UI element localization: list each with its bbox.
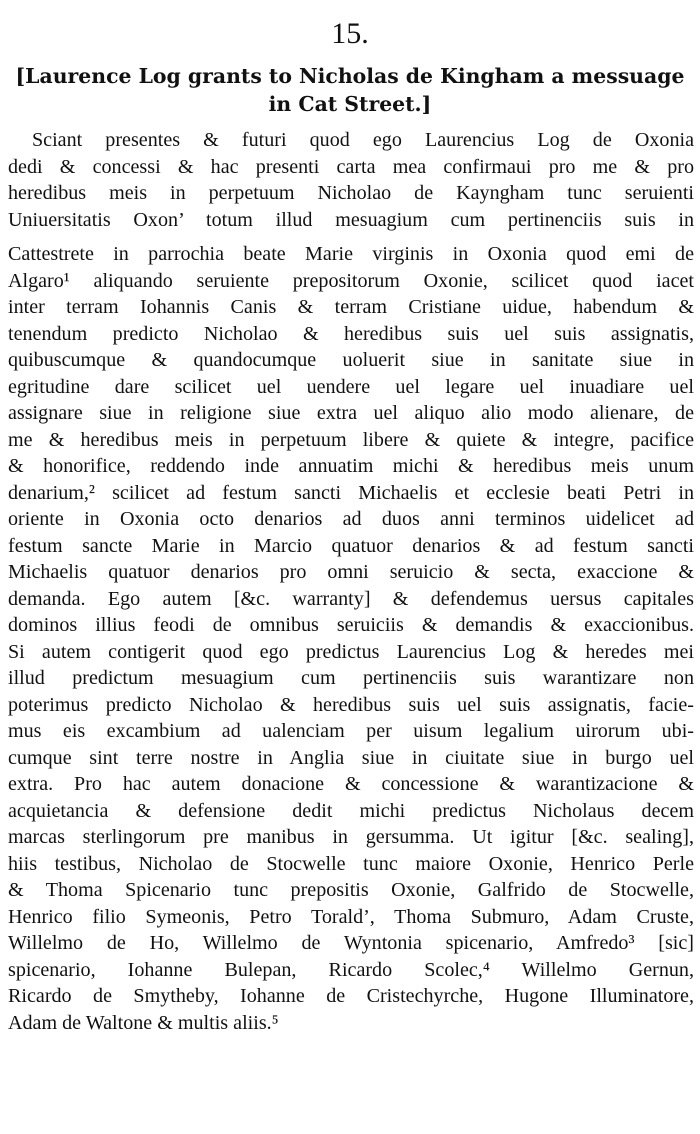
text-line: Ricardo de Smytheby, Iohanne de Cristechyrche, Hugone Illuminatore, (8, 985, 694, 1007)
text-line: hiis testibus, Nicholao de Stocwelle tunc maiore Oxonie, Henrico Perle (8, 852, 694, 875)
text-line: spicenario, Iohanne Bulepan, Ricardo Scolec,⁴ Willelmo Gernun, (8, 958, 694, 981)
heading-line-2: in Cat Street.] (268, 92, 432, 116)
text-line: mus eis excambium ad ualenciam per uisum legalium uirorum ubi- (8, 720, 694, 742)
text-line: Uniuersitatis Oxon’ totum illud mesuagium cum pertinenciis suis in (8, 208, 694, 231)
text-line: Michaelis quatuor denarios pro omni seruicio & secta, exaccione & (8, 561, 694, 583)
text-line: Algaro¹ aliquando seruiente prepositorum Oxonie, scilicet quod iacet (8, 269, 694, 292)
text-line: marcas sterlingorum pre manibus in gersumma. Ut igitur [&c. sealing], (8, 826, 694, 848)
text-line: Si autem contigerit quod ego predictus Laurencius Log & heredes mei (8, 640, 694, 663)
charter-text (8, 127, 694, 1036)
text-line: oriente in Oxonia octo denarios ad duos anni terminos uidelicet ad (8, 508, 694, 530)
text-line: egritudine dare scilicet uel uendere uel legare uel inuadiare uel (8, 375, 694, 398)
text-line: & Thoma Spicenario tunc prepositis Oxonie, Galfrido de Stocwelle, (8, 879, 694, 901)
text-line: illud predictum mesuagium cum pertinenciis suis warantizare non (8, 667, 694, 689)
charter-heading (8, 62, 692, 118)
text-line: extra. Pro hac autem donacione & concessione & warantizacione & (8, 773, 694, 795)
text-line: Sciant presentes & futuri quod ego Laurencius Log de Oxonia (32, 129, 694, 151)
text-line: cumque sint terre nostre in Anglia siue in ciuitate siue in burgo uel (8, 746, 694, 769)
text-line: assignare siue in religione siue extra uel aliquo alio modo alienare, de (8, 402, 694, 424)
text-line: heredibus meis in perpetuum Nicholao de Kayngham tunc seruienti (8, 182, 694, 204)
text-line: & honorifice, reddendo inde annuatim michi & heredibus meis unum (8, 455, 694, 477)
text-line: quibuscumque & quandocumque uoluerit siue in sanitate siue in (8, 349, 694, 371)
text-line: Willelmo de Ho, Willelmo de Wyntonia spicenario, Amfredo³ [sic] (8, 932, 694, 954)
text-line: acquietancia & defensione dedit michi predictus Nicholaus decem (8, 799, 694, 822)
text-line: Adam de Waltone & multis aliis.⁵ (8, 1011, 279, 1034)
text-line: festum sancte Marie in Marcio quatuor denarios & ad festum sancti (8, 534, 694, 557)
text-line: Henrico filio Symeonis, Petro Torald’, Thoma Submuro, Adam Cruste, (8, 905, 694, 928)
text-line: Cattestrete in parrochia beate Marie virginis in Oxonia quod emi de (8, 243, 694, 265)
text-line: denarium,² scilicet ad festum sancti Michaelis et ecclesie beati Petri in (8, 481, 694, 504)
text-line: me & heredibus meis in perpetuum libere & quiete & integre, pacifice (8, 428, 694, 451)
text-line: dedi & concessi & hac presenti carta mea confirmaui pro me & pro (8, 155, 694, 178)
text-line: inter terram Iohannis Canis & terram Cristiane uidue, habendum & (8, 296, 694, 318)
text-line: demanda. Ego autem [&c. warranty] & defendemus uersus capitales (8, 587, 694, 610)
page-number: 15. (331, 17, 369, 50)
text-line: tenendum predicto Nicholao & heredibus suis uel suis assignatis, (8, 322, 694, 345)
heading-line-1: [Laurence Log grants to Nicholas de Kingham a messuage (15, 64, 685, 88)
text-line: dominos illius feodi de omnibus seruiciis & demandis & exaccionibus. (8, 614, 694, 636)
text-line: poterimus predicto Nicholao & heredibus suis uel suis assignatis, facie- (8, 693, 694, 716)
